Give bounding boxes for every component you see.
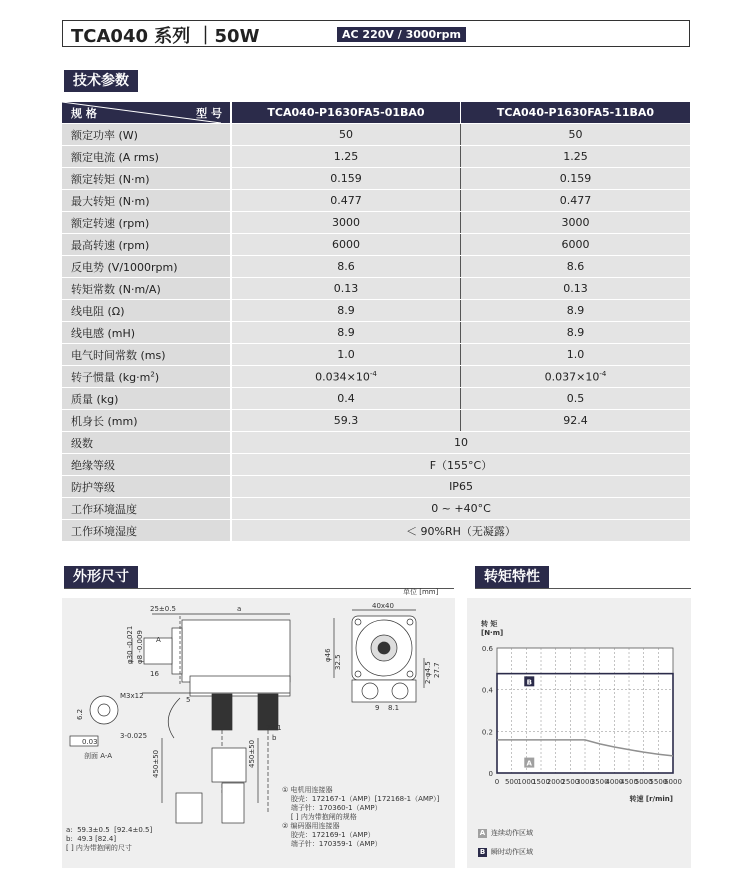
torque-chart-panel xyxy=(467,598,691,868)
spec-row-merged xyxy=(62,432,690,454)
dim-25: 25±0.5 xyxy=(150,605,176,613)
spec-value-model-1 xyxy=(231,300,461,322)
spec-value-text: 0.13 xyxy=(563,282,588,295)
spec-value-text: 50 xyxy=(339,128,353,141)
spec-value-text: 92.4 xyxy=(563,414,588,427)
chart-y-axis-label: [N·m] xyxy=(481,629,504,637)
dim-A: A xyxy=(156,636,161,644)
header-box xyxy=(62,20,690,47)
spec-value-text: 8.9 xyxy=(337,304,355,317)
spec-value-model-1 xyxy=(231,124,461,146)
spec-label xyxy=(62,366,231,388)
spec-label-text: 转子惯量 (kg·m xyxy=(71,370,151,384)
chart-y-tick-label: 0.6 xyxy=(481,645,493,653)
spec-label xyxy=(62,300,231,322)
spec-value-text: 1.25 xyxy=(333,150,359,163)
chart-y-tick-label: 0.4 xyxy=(481,686,493,695)
chart-x-tick-label: 5000 xyxy=(634,778,653,786)
torque-section-title: 转矩特性 xyxy=(475,566,549,588)
chart-x-tick-label: 4000 xyxy=(605,778,624,786)
spec-value-model-2 xyxy=(461,146,691,168)
spec-label xyxy=(62,388,231,410)
spec-row xyxy=(62,190,690,212)
outline-underline xyxy=(64,588,454,589)
spec-value-model-2 xyxy=(461,124,691,146)
length-notes: a: 59.3±0.5 [92.4±0.5] b: 49.3 [82.4] [ ] 内为带抱闸的尺寸 xyxy=(66,826,153,852)
spec-value-model-1 xyxy=(231,256,461,278)
spec-value-shared: ＜ 90%RH（无凝露） xyxy=(231,520,690,542)
chart-x-tick-label: 500 xyxy=(504,778,519,786)
spec-value-shared: IP65 xyxy=(231,476,690,498)
spec-value-text: 8.9 xyxy=(566,304,585,317)
spec-row xyxy=(62,344,690,366)
spec-label xyxy=(62,146,231,168)
spec-label-text: 最高转速 (rpm) xyxy=(71,238,150,252)
dim-9: 9 xyxy=(375,704,380,712)
spec-label-text: 反电势 (V/1000rpm) xyxy=(71,260,178,274)
spec-row xyxy=(62,256,690,278)
spec-value-model-1 xyxy=(231,146,461,168)
spec-label-text: 线电感 (mH) xyxy=(71,326,136,340)
spec-row xyxy=(62,212,690,234)
spec-label-text: 额定电流 (A rms) xyxy=(71,150,159,164)
dim-b: b xyxy=(272,734,277,742)
chart-x-tick-label: 3000 xyxy=(576,778,594,786)
chart-x-tick-label: 5500 xyxy=(649,778,668,786)
header-spec-label: 规 格 xyxy=(71,107,97,120)
spec-value-text: 6000 xyxy=(332,238,360,251)
spec-header-corner xyxy=(62,102,231,124)
dim-27-7: 27.7 xyxy=(433,662,441,678)
spec-value-model-1 xyxy=(231,212,461,234)
spec-value-text: 0.034×10 xyxy=(315,370,370,384)
torque-chart xyxy=(467,598,691,818)
spec-value-model-2 xyxy=(461,168,691,190)
spec-value-model-2 xyxy=(461,256,691,278)
spec-value-text: 3000 xyxy=(332,216,360,229)
spec-value-model-1 xyxy=(231,278,461,300)
spec-value-model-2 xyxy=(461,190,691,212)
dim-3: 3-0.025 xyxy=(120,732,148,740)
spec-label-text: 线电阻 (Ω) xyxy=(71,304,125,318)
chart-x-tick-label: 1000 xyxy=(517,778,536,786)
connector-notes: ① 电机用连接器 胶壳：172167-1（AMP）[172168-1（AMP）] 端子针：170360-1（AMP） [ ] 内为带抱闸的规格 ② 编码器用连接器 胶壳：172169-1（AMP） 端子针：170359-1（AMP） xyxy=(282,786,440,848)
spec-value-text: 0.037×10 xyxy=(544,370,600,384)
spec-label xyxy=(62,124,231,146)
spec-value-text: 8.9 xyxy=(566,326,585,339)
dim-5: 5 xyxy=(186,696,191,704)
spec-label-text: 额定转速 (rpm) xyxy=(71,216,150,230)
series-title: TCA040 系列 ｜50W xyxy=(71,26,260,47)
spec-value-model-2 xyxy=(461,212,691,234)
dim-16: 16 xyxy=(150,670,159,678)
chart-x-tick-label: 2500 xyxy=(561,778,580,786)
chart-x-tick-label: 4500 xyxy=(620,778,638,786)
spec-value-sup: -4 xyxy=(599,369,607,378)
spec-label: 工作环境湿度 xyxy=(62,520,231,542)
voltage-badge: AC 220V / 3000rpm xyxy=(337,27,466,42)
spec-value-text: 1.25 xyxy=(563,150,588,163)
spec-value-text: 0.477 xyxy=(330,194,362,207)
spec-value-model-2 xyxy=(461,300,691,322)
spec-label xyxy=(62,322,231,344)
model-1-header: TCA040-P1630FA5-01BA0 xyxy=(231,102,461,124)
spec-row xyxy=(62,300,690,322)
chart-y-tick-label: 0.2 xyxy=(481,728,493,737)
chart-region-a-label: A xyxy=(526,759,532,768)
outline-section-title: 外形尺寸 xyxy=(64,566,138,588)
spec-value-model-1 xyxy=(231,388,461,410)
spec-value-text: 8.6 xyxy=(566,260,585,273)
spec-value-model-2 xyxy=(461,344,691,366)
spec-row xyxy=(62,146,690,168)
legend-a-swatch: A xyxy=(479,828,486,837)
spec-label: 工作环境温度 xyxy=(62,498,231,520)
dim-8-1: 8.1 xyxy=(388,704,400,712)
dim-450-a: 450±50 xyxy=(152,749,160,778)
outline-drawing-panel xyxy=(62,598,455,868)
spec-label: 绝缘等级 xyxy=(62,454,231,476)
legend-item-a xyxy=(478,828,533,838)
dim-0-03: 0.03 xyxy=(82,738,98,746)
spec-value-text: 1.0 xyxy=(337,348,355,361)
model-2-header: TCA040-P1630FA5-11BA0 xyxy=(461,102,691,124)
chart-x-tick-label: 0 xyxy=(494,778,500,786)
dim-2-phi4: 2-φ4.5 xyxy=(424,661,432,684)
spec-label xyxy=(62,212,231,234)
spec-label xyxy=(62,278,231,300)
spec-row xyxy=(62,410,690,432)
dim-32-5: 32.5 xyxy=(334,654,342,670)
spec-value-model-2 xyxy=(461,366,691,388)
legend-item-b xyxy=(478,847,533,857)
spec-row xyxy=(62,278,690,300)
legend-b-swatch: B xyxy=(479,847,486,856)
spec-label-text: 机身长 (mm) xyxy=(71,414,138,428)
chart-x-tick-label: 6000 xyxy=(664,778,682,786)
section-label: 剖面 A-A xyxy=(84,752,113,760)
spec-value-model-1 xyxy=(231,366,461,388)
spec-table xyxy=(62,102,690,542)
legend-b-text: 瞬时动作区域 xyxy=(491,848,533,856)
dim-phi46: φ46 xyxy=(324,648,332,662)
spec-label xyxy=(62,168,231,190)
spec-value-model-1 xyxy=(231,410,461,432)
spec-value-shared: F（155°C） xyxy=(231,454,690,476)
chart-x-tick-label: 1500 xyxy=(532,778,550,786)
dim-phi8: φ8 -0.009 xyxy=(136,630,144,664)
spec-value-model-1 xyxy=(231,190,461,212)
spec-value-model-2 xyxy=(461,234,691,256)
spec-value-text: 0.159 xyxy=(559,172,592,185)
spec-value-text: 8.6 xyxy=(337,260,355,273)
spec-row xyxy=(62,388,690,410)
spec-row-merged xyxy=(62,454,690,476)
spec-value-model-1 xyxy=(231,344,461,366)
spec-table-header xyxy=(62,102,690,124)
spec-value-text: 50 xyxy=(568,128,583,141)
spec-label-text: 质量 (kg) xyxy=(71,392,119,406)
spec-row-merged xyxy=(62,476,690,498)
header-model-label: 型 号 xyxy=(196,107,222,120)
spec-value-model-1 xyxy=(231,168,461,190)
spec-value-shared: 10 xyxy=(231,432,690,454)
spec-value-text: 0.5 xyxy=(566,392,585,405)
spec-value-sup: -4 xyxy=(369,369,377,378)
spec-value-text: 1.0 xyxy=(566,348,585,361)
spec-value-text: 0.4 xyxy=(337,392,355,405)
spec-label xyxy=(62,410,231,432)
spec-value-text: 0.477 xyxy=(559,194,592,207)
chart-x-axis-label: 转速 [r/min] xyxy=(629,795,673,803)
spec-value-model-1 xyxy=(231,234,461,256)
spec-label xyxy=(62,234,231,256)
spec-value-shared: 0 ~ +40°C xyxy=(231,498,690,520)
chart-plot-area xyxy=(497,648,673,773)
spec-value-text: 0.159 xyxy=(330,172,362,185)
dim-6-2: 6.2 xyxy=(76,708,84,720)
chart-region-b-label: B xyxy=(526,678,532,687)
spec-label: 防护等级 xyxy=(62,476,231,498)
spec-value-model-2 xyxy=(461,278,691,300)
spec-section-title: 技术参数 xyxy=(64,70,138,92)
spec-value-model-2 xyxy=(461,410,691,432)
chart-y-tick-label: 0 xyxy=(488,770,493,778)
spec-label-end: ) xyxy=(154,370,160,384)
spec-label-text: 电气时间常数 (ms) xyxy=(71,348,166,362)
spec-row-merged xyxy=(62,498,690,520)
spec-value-text: 59.3 xyxy=(333,414,359,427)
chart-y-axis-label: 转 矩 xyxy=(481,620,498,628)
spec-value-model-2 xyxy=(461,322,691,344)
spec-label-text: 最大转矩 (N·m) xyxy=(71,194,150,208)
torque-underline xyxy=(475,588,691,589)
spec-label xyxy=(62,344,231,366)
dim-450-b: 450±50 xyxy=(248,739,256,768)
spec-value-text: 8.9 xyxy=(337,326,355,339)
dim-phi30: φ30 -0.021 xyxy=(126,625,134,664)
legend-a-text: 连续动作区域 xyxy=(491,829,533,837)
spec-row xyxy=(62,366,690,388)
spec-label-sup: 2 xyxy=(150,369,155,378)
spec-row xyxy=(62,168,690,190)
dim-25-1: 25.1 xyxy=(266,724,282,732)
spec-value-model-1 xyxy=(231,322,461,344)
spec-value-text: 6000 xyxy=(561,238,590,251)
spec-row xyxy=(62,322,690,344)
dim-40x40: 40x40 xyxy=(372,602,394,610)
chart-x-tick-label: 3500 xyxy=(590,778,609,786)
spec-label-text: 额定转矩 (N·m) xyxy=(71,172,150,186)
chart-x-tick-label: 2000 xyxy=(546,778,565,786)
dim-m3x12: M3x12 xyxy=(120,692,144,700)
spec-row xyxy=(62,234,690,256)
spec-label: 级数 xyxy=(62,432,231,454)
spec-label-text: 额定功率 (W) xyxy=(71,128,138,142)
spec-label-text: 转矩常数 (N·m/A) xyxy=(71,282,161,296)
spec-row xyxy=(62,124,690,146)
spec-label xyxy=(62,256,231,278)
spec-label xyxy=(62,190,231,212)
spec-row-merged xyxy=(62,520,690,542)
unit-label: 单位 [mm] xyxy=(403,588,439,596)
spec-value-model-2 xyxy=(461,388,691,410)
dim-a: a xyxy=(237,605,242,613)
spec-value-text: 0.13 xyxy=(333,282,359,295)
spec-value-text: 3000 xyxy=(561,216,590,229)
